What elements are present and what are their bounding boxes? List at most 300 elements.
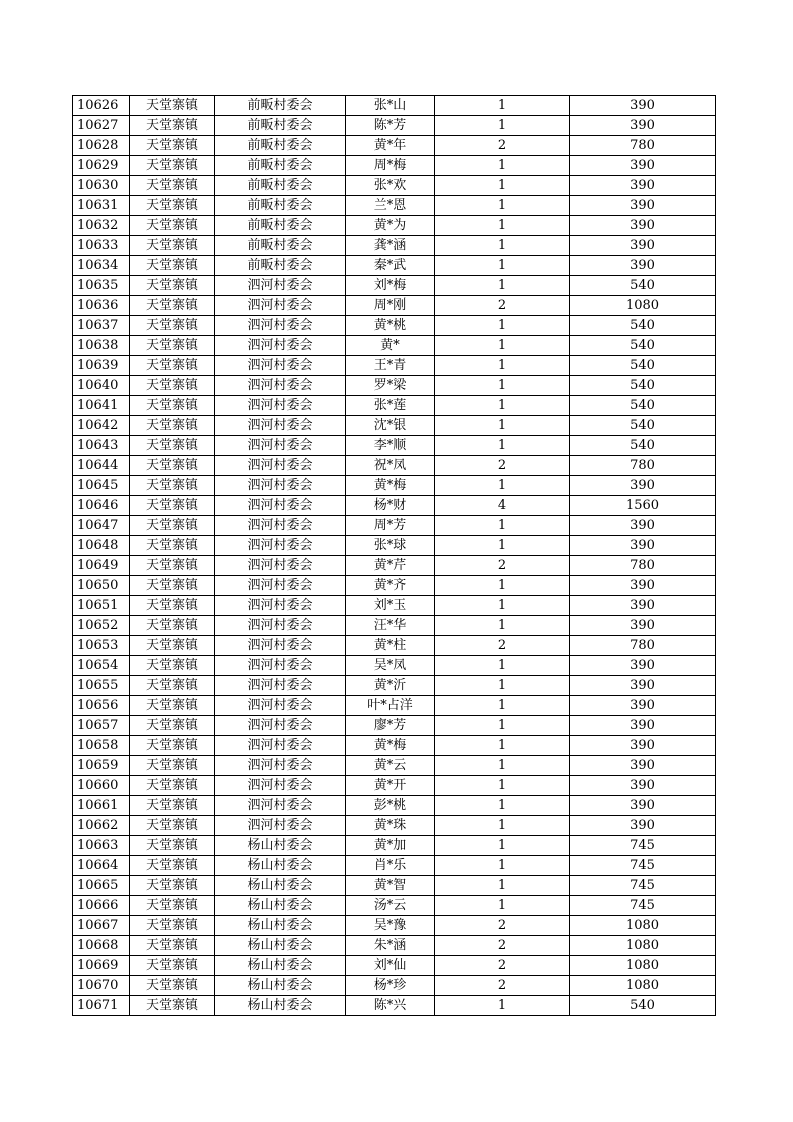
village-committee-cell: 前畈村委会 — [215, 236, 346, 256]
name-cell: 陈*芳 — [346, 116, 435, 136]
amount-cell: 390 — [570, 576, 716, 596]
town-cell: 天堂寨镇 — [130, 676, 215, 696]
amount-cell: 390 — [570, 176, 716, 196]
record-id-cell: 10650 — [73, 576, 130, 596]
household-count-cell: 1 — [435, 756, 570, 776]
name-cell: 吴*凤 — [346, 656, 435, 676]
name-cell: 黄*梅 — [346, 736, 435, 756]
name-cell: 王*青 — [346, 356, 435, 376]
household-count-cell: 1 — [435, 316, 570, 336]
table-row — [73, 696, 716, 716]
amount-cell: 540 — [570, 436, 716, 456]
table-row — [73, 276, 716, 296]
village-committee-cell: 前畈村委会 — [215, 176, 346, 196]
household-count-cell: 1 — [435, 336, 570, 356]
household-count-cell: 1 — [435, 696, 570, 716]
household-count-cell: 1 — [435, 476, 570, 496]
town-cell: 天堂寨镇 — [130, 836, 215, 856]
household-count-cell: 1 — [435, 196, 570, 216]
name-cell: 汤*云 — [346, 896, 435, 916]
record-id-cell: 10665 — [73, 876, 130, 896]
table-row — [73, 356, 716, 376]
table-row — [73, 136, 716, 156]
amount-cell: 780 — [570, 636, 716, 656]
name-cell: 祝*凤 — [346, 456, 435, 476]
household-count-cell: 1 — [435, 416, 570, 436]
amount-cell: 390 — [570, 196, 716, 216]
town-cell: 天堂寨镇 — [130, 856, 215, 876]
amount-cell: 540 — [570, 276, 716, 296]
town-cell: 天堂寨镇 — [130, 156, 215, 176]
village-committee-cell: 杨山村委会 — [215, 896, 346, 916]
household-count-cell: 2 — [435, 936, 570, 956]
village-committee-cell: 前畈村委会 — [215, 256, 346, 276]
village-committee-cell: 前畈村委会 — [215, 96, 346, 116]
table-row — [73, 336, 716, 356]
amount-cell: 540 — [570, 316, 716, 336]
village-committee-cell: 泗河村委会 — [215, 776, 346, 796]
amount-cell: 390 — [570, 516, 716, 536]
village-committee-cell: 泗河村委会 — [215, 716, 346, 736]
town-cell: 天堂寨镇 — [130, 96, 215, 116]
record-id-cell: 10663 — [73, 836, 130, 856]
record-id-cell: 10647 — [73, 516, 130, 536]
table-row — [73, 116, 716, 136]
amount-cell: 390 — [570, 116, 716, 136]
village-committee-cell: 杨山村委会 — [215, 856, 346, 876]
village-committee-cell: 泗河村委会 — [215, 756, 346, 776]
amount-cell: 540 — [570, 416, 716, 436]
table-row — [73, 896, 716, 916]
roster-table — [72, 95, 716, 1016]
table-row — [73, 956, 716, 976]
village-committee-cell: 泗河村委会 — [215, 456, 346, 476]
village-committee-cell: 泗河村委会 — [215, 316, 346, 336]
name-cell: 黄*年 — [346, 136, 435, 156]
table-row — [73, 676, 716, 696]
household-count-cell: 2 — [435, 916, 570, 936]
table-row — [73, 516, 716, 536]
record-id-cell: 10658 — [73, 736, 130, 756]
household-count-cell: 1 — [435, 116, 570, 136]
town-cell: 天堂寨镇 — [130, 636, 215, 656]
record-id-cell: 10626 — [73, 96, 130, 116]
name-cell: 黄*加 — [346, 836, 435, 856]
household-count-cell: 1 — [435, 156, 570, 176]
record-id-cell: 10643 — [73, 436, 130, 456]
household-count-cell: 1 — [435, 236, 570, 256]
village-committee-cell: 杨山村委会 — [215, 956, 346, 976]
table-row — [73, 176, 716, 196]
household-count-cell: 1 — [435, 716, 570, 736]
household-count-cell: 1 — [435, 436, 570, 456]
town-cell: 天堂寨镇 — [130, 576, 215, 596]
table-row — [73, 936, 716, 956]
town-cell: 天堂寨镇 — [130, 276, 215, 296]
record-id-cell: 10667 — [73, 916, 130, 936]
table-row — [73, 636, 716, 656]
amount-cell: 1080 — [570, 956, 716, 976]
household-count-cell: 1 — [435, 256, 570, 276]
record-id-cell: 10630 — [73, 176, 130, 196]
town-cell: 天堂寨镇 — [130, 336, 215, 356]
record-id-cell: 10655 — [73, 676, 130, 696]
table-row — [73, 456, 716, 476]
record-id-cell: 10657 — [73, 716, 130, 736]
table-row — [73, 556, 716, 576]
village-committee-cell: 泗河村委会 — [215, 436, 346, 456]
amount-cell: 780 — [570, 136, 716, 156]
town-cell: 天堂寨镇 — [130, 696, 215, 716]
record-id-cell: 10638 — [73, 336, 130, 356]
name-cell: 罗*梁 — [346, 376, 435, 396]
household-count-cell: 2 — [435, 296, 570, 316]
record-id-cell: 10669 — [73, 956, 130, 976]
village-committee-cell: 前畈村委会 — [215, 136, 346, 156]
household-count-cell: 1 — [435, 516, 570, 536]
amount-cell: 390 — [570, 656, 716, 676]
household-count-cell: 1 — [435, 596, 570, 616]
table-row — [73, 916, 716, 936]
town-cell: 天堂寨镇 — [130, 716, 215, 736]
record-id-cell: 10670 — [73, 976, 130, 996]
household-count-cell: 1 — [435, 736, 570, 756]
table-row — [73, 736, 716, 756]
village-committee-cell: 前畈村委会 — [215, 196, 346, 216]
record-id-cell: 10661 — [73, 796, 130, 816]
table-row — [73, 596, 716, 616]
amount-cell: 390 — [570, 736, 716, 756]
table-row — [73, 876, 716, 896]
table-row — [73, 476, 716, 496]
name-cell: 黄*为 — [346, 216, 435, 236]
table-row — [73, 856, 716, 876]
town-cell: 天堂寨镇 — [130, 216, 215, 236]
record-id-cell: 10664 — [73, 856, 130, 876]
name-cell: 吴*豫 — [346, 916, 435, 936]
table-row — [73, 376, 716, 396]
household-count-cell: 1 — [435, 356, 570, 376]
village-committee-cell: 泗河村委会 — [215, 636, 346, 656]
village-committee-cell: 杨山村委会 — [215, 836, 346, 856]
name-cell: 黄*智 — [346, 876, 435, 896]
village-committee-cell: 泗河村委会 — [215, 516, 346, 536]
household-count-cell: 1 — [435, 996, 570, 1016]
household-count-cell: 1 — [435, 896, 570, 916]
table-row — [73, 576, 716, 596]
name-cell: 陈*兴 — [346, 996, 435, 1016]
household-count-cell: 1 — [435, 616, 570, 636]
town-cell: 天堂寨镇 — [130, 256, 215, 276]
village-committee-cell: 前畈村委会 — [215, 156, 346, 176]
amount-cell: 390 — [570, 756, 716, 776]
town-cell: 天堂寨镇 — [130, 316, 215, 336]
record-id-cell: 10660 — [73, 776, 130, 796]
table-row — [73, 316, 716, 336]
record-id-cell: 10656 — [73, 696, 130, 716]
record-id-cell: 10662 — [73, 816, 130, 836]
table-row — [73, 296, 716, 316]
town-cell: 天堂寨镇 — [130, 396, 215, 416]
town-cell: 天堂寨镇 — [130, 536, 215, 556]
household-count-cell: 1 — [435, 576, 570, 596]
record-id-cell: 10653 — [73, 636, 130, 656]
name-cell: 黄*芹 — [346, 556, 435, 576]
amount-cell: 1560 — [570, 496, 716, 516]
name-cell: 杨*珍 — [346, 976, 435, 996]
village-committee-cell: 杨山村委会 — [215, 936, 346, 956]
village-committee-cell: 泗河村委会 — [215, 536, 346, 556]
town-cell: 天堂寨镇 — [130, 596, 215, 616]
name-cell: 周*芳 — [346, 516, 435, 536]
amount-cell: 390 — [570, 776, 716, 796]
village-committee-cell: 前畈村委会 — [215, 216, 346, 236]
household-count-cell: 1 — [435, 676, 570, 696]
name-cell: 秦*武 — [346, 256, 435, 276]
household-count-cell: 4 — [435, 496, 570, 516]
record-id-cell: 10671 — [73, 996, 130, 1016]
name-cell: 兰*恩 — [346, 196, 435, 216]
household-count-cell: 1 — [435, 816, 570, 836]
amount-cell: 540 — [570, 376, 716, 396]
record-id-cell: 10644 — [73, 456, 130, 476]
household-count-cell: 1 — [435, 796, 570, 816]
household-count-cell: 1 — [435, 836, 570, 856]
amount-cell: 390 — [570, 476, 716, 496]
table-row — [73, 656, 716, 676]
village-committee-cell: 泗河村委会 — [215, 556, 346, 576]
amount-cell: 390 — [570, 796, 716, 816]
town-cell: 天堂寨镇 — [130, 896, 215, 916]
record-id-cell: 10627 — [73, 116, 130, 136]
record-id-cell: 10631 — [73, 196, 130, 216]
amount-cell: 390 — [570, 676, 716, 696]
town-cell: 天堂寨镇 — [130, 356, 215, 376]
town-cell: 天堂寨镇 — [130, 456, 215, 476]
town-cell: 天堂寨镇 — [130, 236, 215, 256]
record-id-cell: 10645 — [73, 476, 130, 496]
household-count-cell: 2 — [435, 636, 570, 656]
name-cell: 朱*涵 — [346, 936, 435, 956]
name-cell: 黄*珠 — [346, 816, 435, 836]
record-id-cell: 10641 — [73, 396, 130, 416]
record-id-cell: 10666 — [73, 896, 130, 916]
village-committee-cell: 泗河村委会 — [215, 736, 346, 756]
table-row — [73, 776, 716, 796]
name-cell: 黄* — [346, 336, 435, 356]
town-cell: 天堂寨镇 — [130, 956, 215, 976]
name-cell: 张*山 — [346, 96, 435, 116]
table-row — [73, 716, 716, 736]
name-cell: 周*梅 — [346, 156, 435, 176]
amount-cell: 390 — [570, 96, 716, 116]
table-row — [73, 396, 716, 416]
town-cell: 天堂寨镇 — [130, 376, 215, 396]
village-committee-cell: 泗河村委会 — [215, 396, 346, 416]
record-id-cell: 10649 — [73, 556, 130, 576]
town-cell: 天堂寨镇 — [130, 296, 215, 316]
town-cell: 天堂寨镇 — [130, 936, 215, 956]
table-row — [73, 196, 716, 216]
village-committee-cell: 泗河村委会 — [215, 696, 346, 716]
village-committee-cell: 泗河村委会 — [215, 476, 346, 496]
town-cell: 天堂寨镇 — [130, 436, 215, 456]
record-id-cell: 10639 — [73, 356, 130, 376]
record-id-cell: 10659 — [73, 756, 130, 776]
amount-cell: 1080 — [570, 296, 716, 316]
amount-cell: 390 — [570, 716, 716, 736]
name-cell: 廖*芳 — [346, 716, 435, 736]
town-cell: 天堂寨镇 — [130, 556, 215, 576]
record-id-cell: 10646 — [73, 496, 130, 516]
amount-cell: 540 — [570, 356, 716, 376]
town-cell: 天堂寨镇 — [130, 776, 215, 796]
record-id-cell: 10628 — [73, 136, 130, 156]
table-row — [73, 156, 716, 176]
name-cell: 黄*柱 — [346, 636, 435, 656]
amount-cell: 390 — [570, 256, 716, 276]
amount-cell: 390 — [570, 696, 716, 716]
amount-cell: 540 — [570, 336, 716, 356]
village-committee-cell: 泗河村委会 — [215, 656, 346, 676]
town-cell: 天堂寨镇 — [130, 476, 215, 496]
town-cell: 天堂寨镇 — [130, 176, 215, 196]
name-cell: 李*顺 — [346, 436, 435, 456]
record-id-cell: 10636 — [73, 296, 130, 316]
household-count-cell: 1 — [435, 776, 570, 796]
amount-cell: 390 — [570, 596, 716, 616]
village-committee-cell: 泗河村委会 — [215, 576, 346, 596]
table-row — [73, 496, 716, 516]
village-committee-cell: 泗河村委会 — [215, 416, 346, 436]
name-cell: 刘*玉 — [346, 596, 435, 616]
amount-cell: 390 — [570, 816, 716, 836]
village-committee-cell: 泗河村委会 — [215, 676, 346, 696]
table-row — [73, 96, 716, 116]
amount-cell: 745 — [570, 876, 716, 896]
record-id-cell: 10635 — [73, 276, 130, 296]
town-cell: 天堂寨镇 — [130, 876, 215, 896]
table-row — [73, 236, 716, 256]
amount-cell: 390 — [570, 156, 716, 176]
village-committee-cell: 泗河村委会 — [215, 336, 346, 356]
village-committee-cell: 泗河村委会 — [215, 816, 346, 836]
record-id-cell: 10648 — [73, 536, 130, 556]
table-row — [73, 216, 716, 236]
record-id-cell: 10642 — [73, 416, 130, 436]
name-cell: 刘*仙 — [346, 956, 435, 976]
table-row — [73, 536, 716, 556]
village-committee-cell: 泗河村委会 — [215, 616, 346, 636]
town-cell: 天堂寨镇 — [130, 616, 215, 636]
town-cell: 天堂寨镇 — [130, 496, 215, 516]
household-count-cell: 2 — [435, 456, 570, 476]
table-row — [73, 756, 716, 776]
town-cell: 天堂寨镇 — [130, 916, 215, 936]
name-cell: 黄*沂 — [346, 676, 435, 696]
household-count-cell: 2 — [435, 136, 570, 156]
record-id-cell: 10634 — [73, 256, 130, 276]
name-cell: 黄*齐 — [346, 576, 435, 596]
village-committee-cell: 泗河村委会 — [215, 376, 346, 396]
name-cell: 张*球 — [346, 536, 435, 556]
roster-table-body — [73, 96, 716, 1016]
name-cell: 刘*梅 — [346, 276, 435, 296]
table-row — [73, 256, 716, 276]
village-committee-cell: 泗河村委会 — [215, 276, 346, 296]
name-cell: 沈*银 — [346, 416, 435, 436]
table-row — [73, 416, 716, 436]
household-count-cell: 1 — [435, 176, 570, 196]
household-count-cell: 1 — [435, 96, 570, 116]
amount-cell: 745 — [570, 836, 716, 856]
household-count-cell: 2 — [435, 976, 570, 996]
table-row — [73, 976, 716, 996]
town-cell: 天堂寨镇 — [130, 516, 215, 536]
name-cell: 黄*开 — [346, 776, 435, 796]
town-cell: 天堂寨镇 — [130, 796, 215, 816]
town-cell: 天堂寨镇 — [130, 196, 215, 216]
household-count-cell: 1 — [435, 536, 570, 556]
record-id-cell: 10651 — [73, 596, 130, 616]
name-cell: 张*莲 — [346, 396, 435, 416]
village-committee-cell: 泗河村委会 — [215, 596, 346, 616]
town-cell: 天堂寨镇 — [130, 996, 215, 1016]
village-committee-cell: 杨山村委会 — [215, 916, 346, 936]
town-cell: 天堂寨镇 — [130, 736, 215, 756]
household-count-cell: 1 — [435, 876, 570, 896]
amount-cell: 1080 — [570, 936, 716, 956]
amount-cell: 780 — [570, 556, 716, 576]
record-id-cell: 10629 — [73, 156, 130, 176]
name-cell: 叶*占洋 — [346, 696, 435, 716]
record-id-cell: 10652 — [73, 616, 130, 636]
amount-cell: 390 — [570, 236, 716, 256]
household-count-cell: 1 — [435, 376, 570, 396]
amount-cell: 390 — [570, 616, 716, 636]
amount-cell: 780 — [570, 456, 716, 476]
town-cell: 天堂寨镇 — [130, 136, 215, 156]
name-cell: 汪*华 — [346, 616, 435, 636]
table-row — [73, 996, 716, 1016]
town-cell: 天堂寨镇 — [130, 756, 215, 776]
village-committee-cell: 泗河村委会 — [215, 356, 346, 376]
household-count-cell: 1 — [435, 656, 570, 676]
household-count-cell: 2 — [435, 956, 570, 976]
amount-cell: 745 — [570, 896, 716, 916]
village-committee-cell: 泗河村委会 — [215, 296, 346, 316]
village-committee-cell: 前畈村委会 — [215, 116, 346, 136]
name-cell: 黄*云 — [346, 756, 435, 776]
name-cell: 龚*涵 — [346, 236, 435, 256]
amount-cell: 1080 — [570, 976, 716, 996]
record-id-cell: 10668 — [73, 936, 130, 956]
amount-cell: 390 — [570, 216, 716, 236]
household-count-cell: 2 — [435, 556, 570, 576]
name-cell: 彭*桃 — [346, 796, 435, 816]
name-cell: 张*欢 — [346, 176, 435, 196]
record-id-cell: 10640 — [73, 376, 130, 396]
household-count-cell: 1 — [435, 396, 570, 416]
table-row — [73, 796, 716, 816]
amount-cell: 1080 — [570, 916, 716, 936]
amount-cell: 390 — [570, 536, 716, 556]
village-committee-cell: 杨山村委会 — [215, 996, 346, 1016]
record-id-cell: 10632 — [73, 216, 130, 236]
table-row — [73, 836, 716, 856]
town-cell: 天堂寨镇 — [130, 656, 215, 676]
amount-cell: 540 — [570, 996, 716, 1016]
